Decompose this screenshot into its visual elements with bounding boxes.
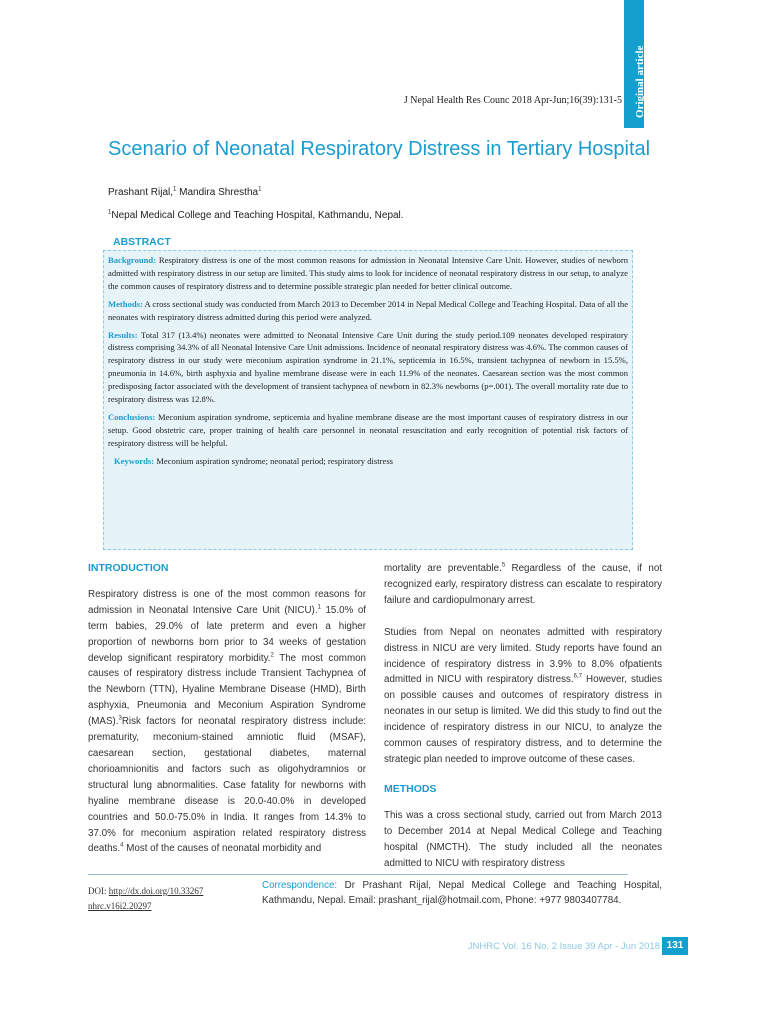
reference-marker: 6,7 — [573, 674, 582, 681]
intro-text: However, studies on possible causes and outcomes of respiratory distress in neonates in our setup is limited. We did this study to find out the incidence of respiratory distress in our NICU, to analyze the common causes of respiratory distress, and to determine the strategic plan needed to improve outcome of these cases. — [384, 674, 662, 765]
intro-text: Risk factors for neonatal respiratory distress include: prematurity, meconium-stained amniotic fluid (MSAF), caesarean section, gestational diabetes, maternal chorioamnionitis and factors such as oligohydramnios or structural lung abnormalities. Case fatality for newborns with hyaline membrane disease is 20.0-40.0% in developed countries and 50.0-75.0% in India. It ranges from 14.3% to 37.0% for meconium aspiration related respiratory distress deaths. — [88, 716, 366, 855]
journal-citation: J Nepal Health Res Counc 2018 Apr-Jun;16(39):131-5 — [403, 95, 622, 106]
abstract-results — [108, 329, 628, 406]
reference-marker: 3 — [118, 715, 122, 722]
affiliation-text: Nepal Medical College and Teaching Hospital, Kathmandu, Nepal. — [111, 210, 404, 221]
author-name: Mandira Shrestha — [179, 187, 259, 198]
abstract-background — [108, 254, 628, 293]
doi-link[interactable]: http://dx.doi.org/10.33267 — [108, 886, 204, 896]
author-list — [108, 187, 261, 198]
article-title: Scenario of Neonatal Respiratory Distress in Tertiary Hospital — [108, 138, 651, 160]
intro-text: mortality are preventable. — [384, 563, 502, 574]
methods-heading: METHODS — [384, 782, 437, 795]
intro-text: Most of the causes of neonatal morbidity and — [123, 843, 322, 855]
intro-text: Regardless of the cause, if not recognized early, respiratory distress can escalate to respiratory failure and cardiopulmonary arrest. — [384, 563, 662, 606]
abstract-box — [103, 250, 633, 550]
left-column — [88, 561, 366, 857]
methods-label: Methods: — [108, 298, 143, 309]
conclusions-text: Meconium aspiration syndrome, septicemia and hyaline membrane disease are the most important causes of respiratory distress in our setup. Good obstetric care, proper training of health care personnel in neonatal resuscitation and early recognition of potential risk factors of respiratory distress will be helpful. — [108, 411, 628, 448]
reference-marker: 2 — [270, 652, 274, 659]
intro-text: Respiratory distress is one of the most common reasons for admission in Neonatal Intensive Care Unit (NICU). — [88, 588, 366, 616]
article-type-tab — [624, 0, 644, 128]
right-column — [384, 561, 662, 871]
correspondence-block — [262, 878, 662, 908]
intro-paragraph — [384, 625, 662, 768]
abstract-keywords — [108, 455, 628, 468]
affiliation — [108, 210, 404, 221]
abstract-methods — [108, 298, 628, 324]
doi-link[interactable]: nhrc.v16i2.20297 — [88, 901, 152, 911]
background-label: Background: — [108, 255, 157, 265]
abstract-conclusions — [108, 411, 628, 450]
abstract-heading: ABSTRACT — [113, 236, 171, 248]
affiliation-marker: 1 — [258, 186, 262, 193]
reference-marker: 5 — [501, 562, 506, 569]
intro-text: Studies from Nepal on neonates admitted with respiratory distress in NICU are very limited. Study reports have found an incidence of respiratory distress in 3.9% to 8.0% ofpatients admitted in NICU with respiratory distress. — [384, 626, 662, 686]
article-type-label: Original article — [634, 45, 646, 118]
results-label: Results: — [108, 329, 138, 340]
keywords-text: Meconium aspiration syndrome; neonatal period; respiratory distress — [156, 455, 394, 466]
intro-text: 15.0% of term babies, 29.0% of late preterm and even a higher proportion of newborns born prior to 34 weeks of gestation develop significant respiratory morbidity. — [88, 604, 366, 664]
methods-text: A cross sectional study was conducted from March 2013 to December 2014 in Nepal Medical College and Teaching Hospital. Data of all the neonates with respiratory distress admitted during this period were analyzed. — [108, 298, 629, 322]
keywords-label: Keywords: — [114, 455, 155, 466]
reference-marker: 1 — [317, 604, 321, 611]
introduction-paragraph — [88, 587, 366, 857]
author-name: Prashant Rijal, — [108, 187, 174, 198]
page-number: 131 — [662, 937, 688, 955]
reference-marker: 4 — [120, 843, 124, 850]
correspondence-text: Dr Prashant Rijal, Nepal Medical College and Teaching Hospital, Kathmandu, Nepal. Email: prashant_rijal@hotmail.com, Phone: +977 9803407784. — [262, 880, 662, 906]
doi-block — [88, 884, 248, 914]
methods-paragraph: This was a cross sectional study, carried out from March 2013 to December 2014 at Nepal Medical College and Teaching hospital (NMCTH). The study included all the neonates admitted to NICU with respiratory distress — [384, 809, 662, 869]
conclusions-label: Conclusions: — [108, 411, 156, 422]
affiliation-marker: 1 — [108, 209, 112, 216]
affiliation-marker: 1 — [173, 186, 177, 193]
journal-footer: JNHRC Vol. 16 No. 2 Issue 39 Apr - Jun 2018 — [467, 941, 660, 952]
intro-text: The most common causes of respiratory distress include Transient Tachypnea of the Newborn (TTN), Hyaline Membrane Disease (HMD), Birth asphyxia, Pneumonia and Meconium Aspiration Syndrome (MAS). — [88, 652, 367, 728]
introduction-heading: INTRODUCTION — [88, 562, 169, 574]
results-text: Total 317 (13.4%) neonates were admitted to Neonatal Intensive Care Unit during the study period.109 neonates developed respiratory distress comprising 34.3% of all Neonatal Intensive Care Unit admissions. Incidence of neonatal respiratory distress was 4.6%. The common causes of respiratory distress in our study were meconium aspiration syndrome in 21.1%, septicemia in 16.5%, transient tachypnea of newborn in 15.5%, pneumonia in 14.6%, birth asphyxia and hyaline membrane disease were in each 11.9% of the neonates. Caesarean section was the most common predisposing factor associated with the development of transient tachypnea of newborn in 82.3% newborns (p=.001). The overall mortality rate due to respiratory distress was 12.8%. — [108, 329, 628, 405]
correspondence-label: Correspondence: — [262, 880, 338, 891]
doi-label: DOI: — [88, 886, 107, 896]
background-text: Respiratory distress is one of the most common reasons for admission in Neonatal Intensive Care Unit. However, studies of newborn admitted with respiratory distress in our setup are limited. This study aims to look for incidence of neonatal respiratory distress in our setup, to analyze the common causes of respiratory distress and to determine possible strategic plan needed for better clinical outcome. — [108, 255, 628, 291]
footnote-divider — [88, 874, 628, 875]
intro-paragraph-continued — [384, 561, 662, 609]
